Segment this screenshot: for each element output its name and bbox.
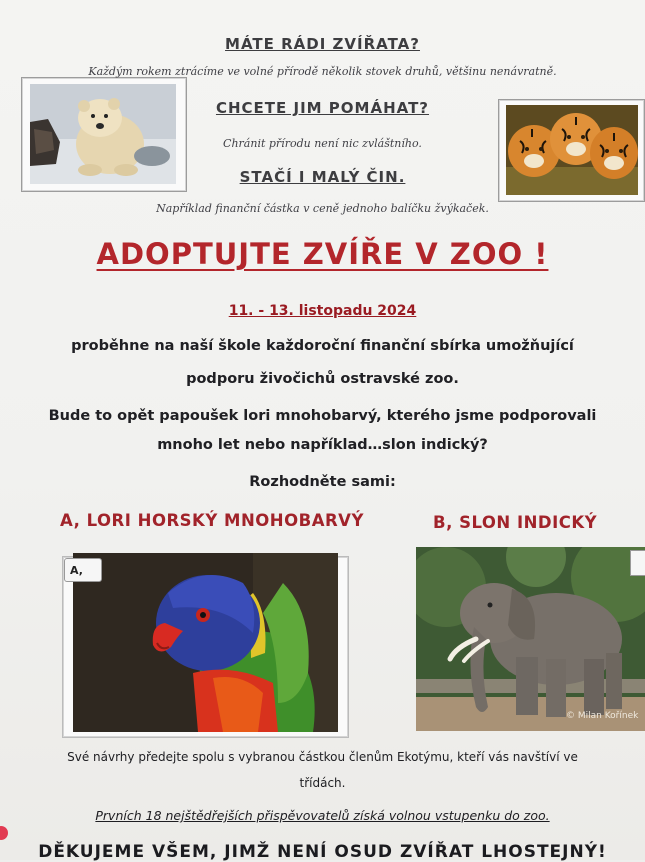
indian-elephant-photo — [416, 547, 645, 731]
small-deed-heading: STAČÍ I MALÝ ČIN. — [239, 168, 406, 186]
adopt-title: ADOPTUJTE ZVÍŘE V ZOO ! — [96, 237, 549, 271]
paragraph-2-line-2: mnoho let nebo například…slon indický? — [157, 437, 488, 453]
nature-line: Chránit přírodu není nic zvláštního. — [223, 137, 422, 150]
collection-date: 11. - 13. listopadu 2024 — [228, 303, 417, 319]
red-pin — [0, 826, 8, 840]
paragraph-1-line-2: podporu živočichů ostravské zoo. — [186, 371, 459, 387]
photo-a-label: A, — [64, 558, 102, 582]
cut-off-label — [630, 550, 645, 576]
extinction-line: Každým rokem ztrácíme ve volné přírodě několik stovek druhů, většinu nenávratně. — [88, 65, 557, 78]
instructions-line-2: třídách. — [299, 776, 346, 790]
photo-credit: © Milan Kořínek — [566, 711, 639, 721]
option-b-label: B, SLON INDICKÝ — [433, 513, 598, 532]
question-help: CHCETE JIM POMÁHAT? — [215, 99, 430, 117]
question-love-animals: MÁTE RÁDI ZVÍŘATA? — [225, 35, 420, 53]
reward-line: Prvních 18 nejštědřejších přispěvovatelů získá volnou vstupenku do zoo. — [95, 808, 550, 823]
instructions-line-1: Své návrhy předejte spolu s vybranou částkou členům Ekotýmu, kteří vás navštíví ve — [67, 750, 578, 764]
rainbow-lorikeet-photo — [73, 553, 338, 732]
decide-line: Rozhodněte sami: — [249, 474, 396, 490]
paragraph-2-line-1: Bude to opět papoušek lori mnohobarvý, kterého jsme podporovali — [48, 408, 597, 424]
thanks-line: DĚKUJEME VŠEM, JIMŽ NENÍ OSUD ZVÍŘAT LHOSTEJNÝ! — [38, 842, 607, 862]
example-line: Například finanční částka v ceně jednoho balíčku žvýkaček. — [156, 202, 489, 215]
paragraph-1-line-1: proběhne na naší škole každoroční finanční sbírka umožňující — [71, 338, 574, 354]
option-a-label: A, LORI HORSKÝ MNOHOBARVÝ — [60, 511, 364, 530]
